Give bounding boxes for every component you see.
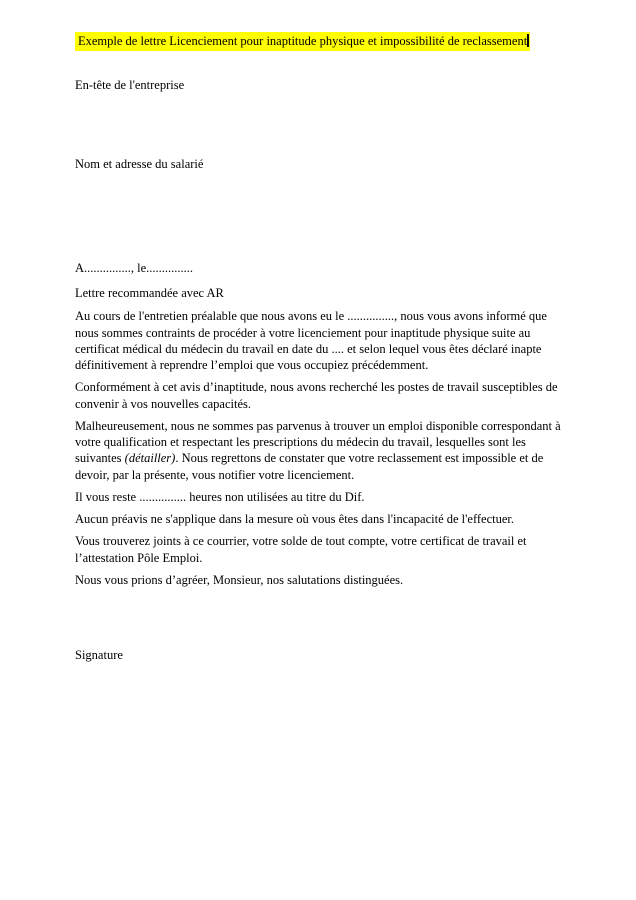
- paragraph-reclassement-impossible: [75, 418, 561, 483]
- signature-label: Signature: [75, 648, 123, 662]
- company-header-placeholder: En-tête de l'entreprise: [75, 78, 185, 93]
- document-title-highlight: [75, 32, 530, 51]
- document-title-line: [75, 33, 561, 49]
- paragraph-text: Nous vous prions d’agréer, Monsieur, nos salutations distinguées.: [75, 572, 404, 587]
- place-date-line: A..............., le...............: [75, 260, 194, 275]
- paragraph-text: Aucun préavis ne s'applique dans la mesure où vous êtes dans l'incapacité de l'effectuer.: [75, 512, 515, 526]
- paragraph-text-before-italic: Malheureusement, nous ne sommes pas parvenus à trouver un emploi disponible correspondant à votre qualification et respectant les prescriptions du médecin du travail, lesquelles sont les suivantes: [75, 418, 561, 466]
- paragraph-text: Au cours de l'entretien préalable que nous avons eu le ..............., nous vous avons informé que nous sommes contraints de procéder à votre licenciement pour inaptitude physique suite au certificat médical du médecin du travail en date du .... et selon lequel vous êtes déclaré inapte définitivement à reprendre l’emploi que vous occupiez précédemment.: [75, 309, 547, 372]
- paragraph-entretien-prealable: [75, 308, 561, 373]
- paragraph-text-italic: (détailler): [124, 451, 176, 466]
- paragraph-text: Vous trouverez joints à ce courrier, votre solde de tout compte, votre certificat de travail et l’attestation Pôle Emploi.: [75, 534, 527, 565]
- text-cursor: [527, 34, 529, 47]
- paragraph-text-after-italic: . Nous regrettons de constater que votre reclassement est impossible et de devoir, par la présente, vous notifier votre licenciement.: [75, 451, 544, 482]
- paragraph-text: Il vous reste ............... heures non utilisées au titre du Dif.: [75, 489, 365, 504]
- paragraph-preavis: [75, 511, 561, 527]
- registered-mail-line: Lettre recommandée avec AR: [75, 286, 224, 300]
- paragraph-text: Conformément à cet avis d’inaptitude, nous avons recherché les postes de travail susceptibles de convenir à vos nouvelles capacités.: [75, 380, 558, 411]
- document-title: Exemple de lettre Licenciement pour inaptitude physique et impossibilité de reclassement: [78, 34, 528, 48]
- paragraph-salutations: [75, 572, 561, 588]
- employee-address-placeholder: Nom et adresse du salarié: [75, 156, 204, 171]
- paragraph-documents-joints: [75, 533, 561, 566]
- paragraph-avis-inaptitude: [75, 379, 561, 412]
- paragraph-heures-dif: [75, 489, 561, 505]
